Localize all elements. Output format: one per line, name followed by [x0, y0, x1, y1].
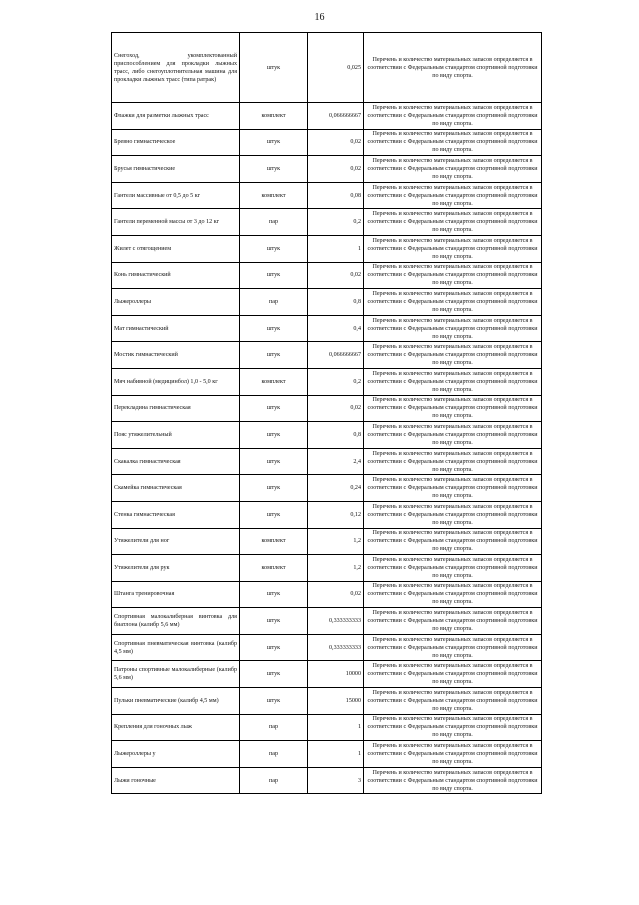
unit-cell: пар: [240, 714, 308, 741]
note-cell: Перечень и количество материальных запасов определяется в соответствии с Федеральным стандартом спортивной подготовки по виду спорта.: [364, 528, 542, 555]
table-row: [112, 634, 542, 661]
quantity-cell: 3: [308, 767, 364, 794]
table-row: [112, 555, 542, 582]
note-cell: Перечень и количество материальных запасов определяется в соответствии с Федеральным стандартом спортивной подготовки по виду спорта.: [364, 235, 542, 262]
unit-cell: штук: [240, 688, 308, 715]
item-name-cell: Спортивная пневматическая винтовка (калибр 4,5 мм): [112, 634, 240, 661]
note-cell: Перечень и количество материальных запасов определяется в соответствии с Федеральным стандартом спортивной подготовки по виду спорта.: [364, 501, 542, 528]
unit-cell: штук: [240, 608, 308, 635]
note-cell: Перечень и количество материальных запасов определяется в соответствии с Федеральным стандартом спортивной подготовки по виду спорта.: [364, 315, 542, 342]
note-cell: Перечень и количество материальных запасов определяется в соответствии с Федеральным стандартом спортивной подготовки по виду спорта.: [364, 129, 542, 156]
table-row: [112, 156, 542, 183]
unit-cell: штук: [240, 156, 308, 183]
quantity-cell: 10000: [308, 661, 364, 688]
table-row: [112, 342, 542, 369]
item-name-cell: Лыжи гоночные: [112, 767, 240, 794]
item-name-cell: Мостик гимнастический: [112, 342, 240, 369]
unit-cell: штук: [240, 342, 308, 369]
quantity-cell: 0,333333333: [308, 634, 364, 661]
inventory-table-body: [112, 33, 542, 794]
quantity-cell: 0,2: [308, 209, 364, 236]
table-row: [112, 289, 542, 316]
unit-cell: пар: [240, 767, 308, 794]
note-cell: Перечень и количество материальных запасов определяется в соответствии с Федеральным стандартом спортивной подготовки по виду спорта.: [364, 422, 542, 449]
note-cell: Перечень и количество материальных запасов определяется в соответствии с Федеральным стандартом спортивной подготовки по виду спорта.: [364, 262, 542, 289]
note-cell: Перечень и количество материальных запасов определяется в соответствии с Федеральным стандартом спортивной подготовки по виду спорта.: [364, 289, 542, 316]
unit-cell: штук: [240, 33, 308, 103]
item-name-cell: Пульки пневматические (калибр 4,5 мм): [112, 688, 240, 715]
unit-cell: штук: [240, 501, 308, 528]
table-row: [112, 209, 542, 236]
item-name-cell: Утяжелители для ног: [112, 528, 240, 555]
quantity-cell: 0,333333333: [308, 608, 364, 635]
quantity-cell: 0,2: [308, 368, 364, 395]
item-name-cell: Конь гимнастический: [112, 262, 240, 289]
item-name-cell: Гантели переменной массы от 3 до 12 кг: [112, 209, 240, 236]
item-name-cell: Снегоход, укомплектованный приспособлением для прокладки лыжных трасс, либо снегоуплотнительная машина для прокладки лыжных трасс (типа ратрак): [112, 33, 240, 103]
note-cell: Перечень и количество материальных запасов определяется в соответствии с Федеральным стандартом спортивной подготовки по виду спорта.: [364, 342, 542, 369]
note-cell: Перечень и количество материальных запасов определяется в соответствии с Федеральным стандартом спортивной подготовки по виду спорта.: [364, 182, 542, 209]
unit-cell: штук: [240, 129, 308, 156]
unit-cell: штук: [240, 475, 308, 502]
table-row: [112, 235, 542, 262]
unit-cell: комплект: [240, 368, 308, 395]
item-name-cell: Штанга тренировочная: [112, 581, 240, 608]
table-row: [112, 741, 542, 768]
quantity-cell: 0,02: [308, 262, 364, 289]
item-name-cell: Мат гимнастический: [112, 315, 240, 342]
unit-cell: штук: [240, 661, 308, 688]
note-cell: Перечень и количество материальных запасов определяется в соответствии с Федеральным стандартом спортивной подготовки по виду спорта.: [364, 634, 542, 661]
note-cell: Перечень и количество материальных запасов определяется в соответствии с Федеральным стандартом спортивной подготовки по виду спорта.: [364, 608, 542, 635]
table-row: [112, 395, 542, 422]
inventory-table: [111, 32, 542, 794]
item-name-cell: Патроны спортивные малокалиберные (калибр 5,6 мм): [112, 661, 240, 688]
quantity-cell: 0,066666667: [308, 342, 364, 369]
quantity-cell: 15000: [308, 688, 364, 715]
unit-cell: комплект: [240, 182, 308, 209]
quantity-cell: 0,066666667: [308, 103, 364, 130]
note-cell: Перечень и количество материальных запасов определяется в соответствии с Федеральным стандартом спортивной подготовки по виду спорта.: [364, 475, 542, 502]
item-name-cell: Утяжелители для рук: [112, 555, 240, 582]
item-name-cell: Бревно гимнастическое: [112, 129, 240, 156]
unit-cell: комплект: [240, 555, 308, 582]
table-row: [112, 528, 542, 555]
table-row: [112, 448, 542, 475]
table-row: [112, 33, 542, 103]
note-cell: Перечень и количество материальных запасов определяется в соответствии с Федеральным стандартом спортивной подготовки по виду спорта.: [364, 448, 542, 475]
item-name-cell: Жилет с отягощением: [112, 235, 240, 262]
table-row: [112, 688, 542, 715]
table-row: [112, 661, 542, 688]
table-row: [112, 182, 542, 209]
item-name-cell: Флажки для разметки лыжных трасс: [112, 103, 240, 130]
table-row: [112, 129, 542, 156]
quantity-cell: 0,02: [308, 395, 364, 422]
table-row: [112, 767, 542, 794]
item-name-cell: Скамейка гимнастическая: [112, 475, 240, 502]
table-row: [112, 103, 542, 130]
quantity-cell: 0,025: [308, 33, 364, 103]
item-name-cell: Скакалка гимнастическая: [112, 448, 240, 475]
table-row: [112, 581, 542, 608]
item-name-cell: Крепления для гоночных лыж: [112, 714, 240, 741]
unit-cell: комплект: [240, 528, 308, 555]
quantity-cell: 0,4: [308, 315, 364, 342]
table-row: [112, 608, 542, 635]
unit-cell: штук: [240, 448, 308, 475]
unit-cell: пар: [240, 741, 308, 768]
quantity-cell: 0,02: [308, 581, 364, 608]
quantity-cell: 0,02: [308, 129, 364, 156]
table-row: [112, 368, 542, 395]
unit-cell: штук: [240, 581, 308, 608]
unit-cell: штук: [240, 395, 308, 422]
note-cell: Перечень и количество материальных запасов определяется в соответствии с Федеральным стандартом спортивной подготовки по виду спорта.: [364, 661, 542, 688]
unit-cell: штук: [240, 315, 308, 342]
note-cell: Перечень и количество материальных запасов определяется в соответствии с Федеральным стандартом спортивной подготовки по виду спорта.: [364, 156, 542, 183]
quantity-cell: 0,02: [308, 156, 364, 183]
quantity-cell: 1: [308, 714, 364, 741]
item-name-cell: Брусья гимнастические: [112, 156, 240, 183]
item-name-cell: Пояс утяжелительный: [112, 422, 240, 449]
table-row: [112, 422, 542, 449]
table-row: [112, 714, 542, 741]
note-cell: Перечень и количество материальных запасов определяется в соответствии с Федеральным стандартом спортивной подготовки по виду спорта.: [364, 714, 542, 741]
unit-cell: пар: [240, 289, 308, 316]
quantity-cell: 2,4: [308, 448, 364, 475]
note-cell: Перечень и количество материальных запасов определяется в соответствии с Федеральным стандартом спортивной подготовки по виду спорта.: [364, 581, 542, 608]
item-name-cell: Мяч набивной (медицинбол) 1,0 - 5,0 кг: [112, 368, 240, 395]
table-row: [112, 475, 542, 502]
item-name-cell: Гантели массивные от 0,5 до 5 кг: [112, 182, 240, 209]
note-cell: Перечень и количество материальных запасов определяется в соответствии с Федеральным стандартом спортивной подготовки по виду спорта.: [364, 555, 542, 582]
note-cell: Перечень и количество материальных запасов определяется в соответствии с Федеральным стандартом спортивной подготовки по виду спорта.: [364, 103, 542, 130]
quantity-cell: 0,8: [308, 289, 364, 316]
quantity-cell: 0,24: [308, 475, 364, 502]
note-cell: Перечень и количество материальных запасов определяется в соответствии с Федеральным стандартом спортивной подготовки по виду спорта.: [364, 368, 542, 395]
item-name-cell: Спортивная малокалиберная винтовка для биатлона (калибр 5,6 мм): [112, 608, 240, 635]
note-cell: Перечень и количество материальных запасов определяется в соответствии с Федеральным стандартом спортивной подготовки по виду спорта.: [364, 395, 542, 422]
item-name-cell: Лыжероллеры у: [112, 741, 240, 768]
quantity-cell: 0,08: [308, 182, 364, 209]
page-number: 16: [314, 12, 325, 23]
note-cell: Перечень и количество материальных запасов определяется в соответствии с Федеральным стандартом спортивной подготовки по виду спорта.: [364, 688, 542, 715]
note-cell: Перечень и количество материальных запасов определяется в соответствии с Федеральным стандартом спортивной подготовки по виду спорта.: [364, 33, 542, 103]
note-cell: Перечень и количество материальных запасов определяется в соответствии с Федеральным стандартом спортивной подготовки по виду спорта.: [364, 741, 542, 768]
note-cell: Перечень и количество материальных запасов определяется в соответствии с Федеральным стандартом спортивной подготовки по виду спорта.: [364, 767, 542, 794]
quantity-cell: 1: [308, 741, 364, 768]
quantity-cell: 0,12: [308, 501, 364, 528]
quantity-cell: 1,2: [308, 555, 364, 582]
quantity-cell: 1: [308, 235, 364, 262]
unit-cell: пар: [240, 209, 308, 236]
unit-cell: штук: [240, 262, 308, 289]
item-name-cell: Перекладина гимнастическая: [112, 395, 240, 422]
unit-cell: штук: [240, 235, 308, 262]
note-cell: Перечень и количество материальных запасов определяется в соответствии с Федеральным стандартом спортивной подготовки по виду спорта.: [364, 209, 542, 236]
table-row: [112, 262, 542, 289]
quantity-cell: 0,8: [308, 422, 364, 449]
quantity-cell: 1,2: [308, 528, 364, 555]
unit-cell: комплект: [240, 103, 308, 130]
table-row: [112, 501, 542, 528]
unit-cell: штук: [240, 422, 308, 449]
item-name-cell: Лыжероллеры: [112, 289, 240, 316]
item-name-cell: Стенка гимнастическая: [112, 501, 240, 528]
table-row: [112, 315, 542, 342]
unit-cell: штук: [240, 634, 308, 661]
